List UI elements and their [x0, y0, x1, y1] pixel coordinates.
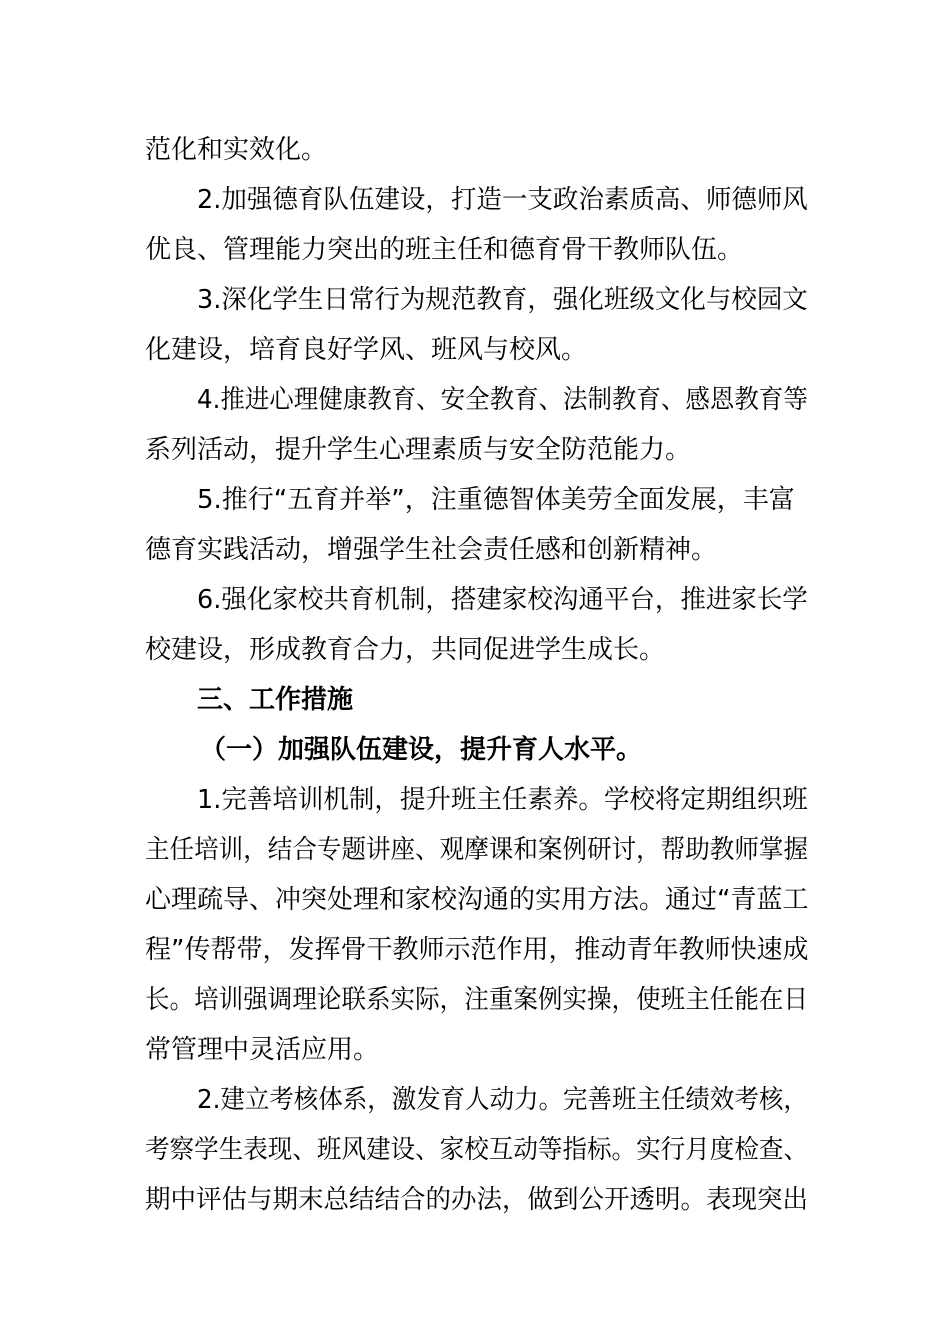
- text-line: 1.完善培训机制，提升班主任素养。学校将定期组织班: [197, 785, 808, 815]
- text-line: 3.深化学生日常行为规范教育，强化班级文化与校园文: [197, 285, 808, 315]
- text-line: 5.推行“五育并举”，注重德智体美劳全面发展，丰富: [197, 485, 795, 515]
- text-line: 范化和实效化。: [145, 135, 328, 165]
- text-line: 6.强化家校共育机制，搭建家校沟通平台，推进家长学: [197, 585, 808, 615]
- text-line: 长。培训强调理论联系实际，注重案例实操，使班主任能在日: [145, 985, 809, 1015]
- section-heading: 三、工作措施: [197, 685, 354, 715]
- text-line: 程”传帮带，发挥骨干教师示范作用，推动青年教师快速成: [145, 935, 809, 965]
- text-line: 系列活动，提升学生心理素质与安全防范能力。: [145, 435, 692, 465]
- text-line: 主任培训，结合专题讲座、观摩课和案例研讨，帮助教师掌握: [145, 835, 809, 865]
- text-line: 心理疏导、冲突处理和家校沟通的实用方法。通过“青蓝工: [145, 885, 809, 915]
- text-line: 优良、管理能力突出的班主任和德育骨干教师队伍。: [145, 235, 744, 265]
- text-line: 化建设，培育良好学风、班风与校风。: [145, 335, 588, 365]
- text-line: 考察学生表现、班风建设、家校互动等指标。实行月度检查、: [145, 1135, 809, 1165]
- text-line: 2.建立考核体系，激发育人动力。完善班主任绩效考核，: [197, 1085, 808, 1115]
- text-line: 常管理中灵活应用。: [145, 1035, 380, 1065]
- subsection-heading: （一）加强队伍建设，提升育人水平。: [200, 735, 643, 765]
- text-line: 4.推进心理健康教育、安全教育、法制教育、感恩教育等: [197, 385, 808, 415]
- text-line: 2.加强德育队伍建设，打造一支政治素质高、师德师风: [197, 185, 808, 215]
- text-line: 期中评估与期末总结结合的办法，做到公开透明。表现突出: [145, 1185, 809, 1215]
- text-line: 校建设，形成教育合力，共同促进学生成长。: [145, 635, 666, 665]
- text-line: 德育实践活动，增强学生社会责任感和创新精神。: [145, 535, 718, 565]
